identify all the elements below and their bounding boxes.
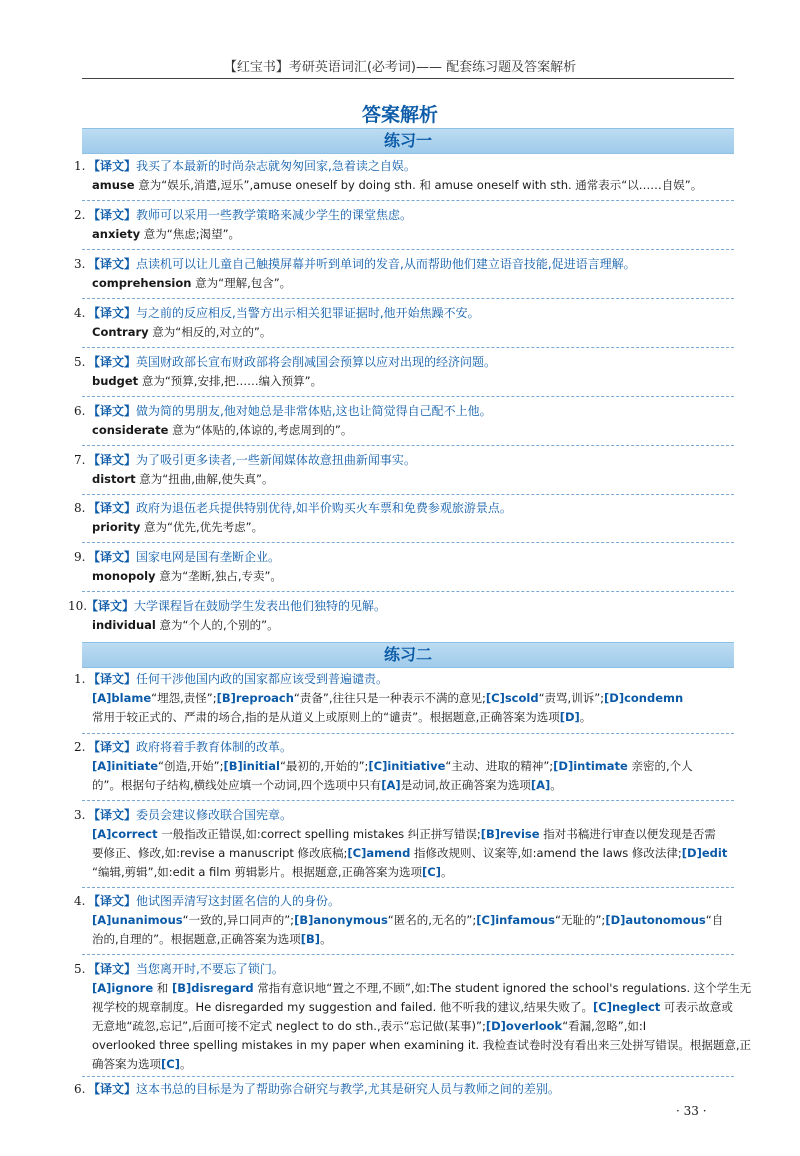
keyword: amuse xyxy=(92,178,135,192)
explanation-text: 是动词,故正确答案为选项 xyxy=(400,778,531,792)
option-letter: [D] xyxy=(681,846,702,860)
option-explanation: 一般指改正错误,如:correct spelling mistakes 纠正拼写错误; xyxy=(157,827,481,841)
answer-letter: [C] xyxy=(422,865,441,879)
option-word: ignore xyxy=(111,981,154,995)
keyword-definition: 意为“体贴的,体谅的,考虑周到的”。 xyxy=(168,423,353,437)
page-title: 答案解析 xyxy=(361,104,438,126)
option-word: overlook xyxy=(505,1019,563,1033)
keyword-definition: 意为“焦虑;渴望”。 xyxy=(140,227,241,241)
option-letter: [B] xyxy=(216,691,236,705)
translation-tag: 【译文】 xyxy=(88,894,137,908)
answer-item: 6. 【译文】做为简的男朋友,他对她总是非常体贴,这也让简觉得自己配不上他。 considerate 意为“体贴的,体谅的,考虑周到的”。 xyxy=(74,404,492,437)
option-explanation: 要修正、修改,如:revise a manuscript 修改底稿; xyxy=(92,846,348,860)
translation-text: 这本书总的目标是为了帮助弥合研究与教学,尤其是研究人员与教师之间的差别。 xyxy=(136,1082,560,1096)
option-word: intimate xyxy=(573,759,628,773)
option-letter: [B] xyxy=(171,981,192,995)
answer-item: 4. 【译文】他试图弄清写这封匿名信的人的身份。 [A]unanimous“一致的,异口同声的”;[B]anonymous“匿名的,无名的”;[C]infamous“无耻的”;[D]autonomous“自 治的,自理的”。根据题意,正确答案为选项[B]。 xyxy=(74,894,724,946)
translation-tag: 【译文】 xyxy=(88,208,137,222)
item-separator xyxy=(82,591,734,592)
option-word: condemn xyxy=(624,691,684,705)
option-letter: [C] xyxy=(368,759,388,773)
keyword-definition: 意为“理解,包含”。 xyxy=(191,276,292,290)
option-letter: [D] xyxy=(553,759,574,773)
explanation-text: overlooked three spelling mistakes in my paper when examining it. 我检查试卷时没有看出来三处拼写错误。根据题意,正 xyxy=(92,1038,752,1052)
page-number: · 33 · xyxy=(676,1104,707,1118)
option-word: blame xyxy=(111,691,152,705)
translation-text: 委员会建议修改联合国宪章。 xyxy=(136,808,293,822)
translation-text: 国家电网是国有垄断企业。 xyxy=(136,550,281,564)
option-explanation: 指对书稿进行审查以便发现是否需 xyxy=(539,827,716,841)
translation-tag: 【译文】 xyxy=(88,159,137,173)
translation-tag: 【译文】 xyxy=(88,962,137,976)
answer-item: 4. 【译文】与之前的反应相反,当警方出示相关犯罪证据时,他开始焦躁不安。 Contrary 意为“相反的,对立的”。 xyxy=(74,306,480,339)
translation-tag: 【译文】 xyxy=(88,355,137,369)
option-explanation: “主动、进取的精神”; xyxy=(445,759,554,773)
option-word: autonomous xyxy=(625,913,706,927)
item-separator xyxy=(82,542,734,543)
option-letter: [B] xyxy=(480,827,500,841)
answer-item: 5. 【译文】英国财政部长宣布财政部将会削减国会预算以应对出现的经济问题。 budget 意为“预算,安排,把……编入预算”。 xyxy=(74,355,497,388)
option-explanation: “自 xyxy=(705,913,724,927)
option-word: disregard xyxy=(191,981,254,995)
translation-text: 做为简的男朋友,他对她总是非常体贴,这也让简觉得自己配不上他。 xyxy=(136,404,492,418)
keyword-definition: 意为“娱乐,消遣,逗乐”,amuse oneself by doing sth. 和 amuse oneself with sth. 通常表示“以……自娱”。 xyxy=(134,178,703,192)
answer-item: 1. 【译文】我买了本最新的时尚杂志就匆匆回家,急着读之自娱。 amuse 意为“娱乐,消遣,逗乐”,amuse oneself by doing sth. 和 amuse oneself with sth. 通常表示“以……自娱”。 xyxy=(74,159,703,192)
option-letter: [A] xyxy=(92,981,112,995)
answer-item: 2. 【译文】政府将着手教育体制的改革。 [A]initiate“创造,开始”;[B]initial“最初的,开始的”;[C]initiative“主动、进取的精神”;[D]intimate 亲密的,个人 的”。根据句子结构,横线处应填一个动词,四个选项中只有[A]是动词,故正确答案为选项[A]。 xyxy=(74,740,693,792)
explanation-text: 常用于较正式的、严肃的场合,指的是从道义上或原则上的“谴责”。根据题意,正确答案为选项 xyxy=(92,710,560,724)
translation-text: 政府为退伍老兵提供特别优待,如半价购买火车票和免费参观旅游景点。 xyxy=(136,501,512,515)
option-word: amend xyxy=(366,846,411,860)
answer-item: 10.【译文】大学课程旨在鼓励学生发表出他们独特的见解。 individual 意为“个人的,个别的”。 xyxy=(68,599,387,632)
answer-item: 9. 【译文】国家电网是国有垄断企业。 monopoly 意为“垄断,独占,专卖”。 xyxy=(74,550,282,583)
answer-item: 8. 【译文】政府为退伍老兵提供特别优待,如半价购买火车票和免费参观旅游景点。 priority 意为“优先,优先考虑”。 xyxy=(74,501,512,534)
option-letter: [D] xyxy=(485,1019,506,1033)
translation-text: 我买了本最新的时尚杂志就匆匆回家,急着读之自娱。 xyxy=(136,159,416,173)
option-explanation: “创造,开始”; xyxy=(158,759,224,773)
item-separator xyxy=(82,396,734,397)
section-bar-1: 练习一 xyxy=(82,128,734,154)
option-word: scold xyxy=(504,691,539,705)
punctuation: 。 xyxy=(550,778,562,792)
option-letter: [C] xyxy=(347,846,367,860)
keyword: considerate xyxy=(92,423,169,437)
translation-tag: 【译文】 xyxy=(88,672,137,686)
option-letter: [C] xyxy=(593,1000,612,1014)
answer-item: 7. 【译文】为了吸引更多读者,一些新闻媒体故意扭曲新闻事实。 distort 意为“扭曲,曲解,使失真”。 xyxy=(74,453,416,486)
translation-text: 任何干涉他国内政的国家都应该受到普遍谴责。 xyxy=(136,672,389,686)
translation-tag: 【译文】 xyxy=(86,599,135,613)
option-explanation: “无耻的”; xyxy=(555,913,606,927)
option-explanation: “看漏,忽略”,如:I xyxy=(562,1019,647,1033)
translation-text: 点读机可以让儿童自己触摸屏幕并听到单词的发音,从而帮助他们建立语音技能,促进语言理解。 xyxy=(136,257,636,271)
punctuation: 。 xyxy=(320,932,332,946)
translation-tag: 【译文】 xyxy=(88,1082,137,1096)
translation-text: 大学课程旨在鼓励学生发表出他们独特的见解。 xyxy=(134,599,387,613)
answer-letter: [B] xyxy=(300,932,321,946)
running-header: 【红宝书】考研英语词汇(必考词)—— 配套练习题及答案解析 xyxy=(223,60,577,75)
option-explanation: 亲密的,个人 xyxy=(627,759,693,773)
keyword-definition: 意为“相反的,对立的”。 xyxy=(148,325,272,339)
translation-tag: 【译文】 xyxy=(88,404,137,418)
punctuation: 。 xyxy=(440,865,453,879)
translation-tag: 【译文】 xyxy=(88,808,137,822)
keyword: comprehension xyxy=(92,276,192,290)
option-letter: [A] xyxy=(92,691,112,705)
option-letter: [B] xyxy=(294,913,314,927)
option-letter: [A] xyxy=(381,778,401,792)
item-separator xyxy=(82,800,734,801)
item-separator xyxy=(82,954,734,955)
answer-letter: [D] xyxy=(559,710,580,724)
answer-item: 5. 【译文】当您离开时,不要忘了锁门。 [A]ignore 和 [B]disregard 常指有意识地“置之不理,不顾”,如:The student ignored the school's regulations. 这个学生无 视学校的规章制度。He disregarded my suggestion and failed. 他不听我的建议,结果失败了。[C]neglect 可表示故意或 无意地“疏忽,忘记”,后面可接不定式 neglect to do sth.,表示“忘记做(某事)”;[D]overlook“看漏,忽略”,如:I overlooked three spelling mistakes in my paper when examining it. 我检查试卷时没有看出来三处拼写错误。根据题意,正 确答案为选项[C]。 xyxy=(74,962,752,1071)
item-separator xyxy=(82,200,734,201)
keyword: budget xyxy=(92,374,139,388)
keyword-definition: 意为“扭曲,曲解,使失真”。 xyxy=(135,472,274,486)
translation-text: 政府将着手教育体制的改革。 xyxy=(136,740,293,754)
answer-item: 3. 【译文】点读机可以让儿童自己触摸屏幕并听到单词的发音,从而帮助他们建立语音技能,促进语言理解。 comprehension 意为“理解,包含”。 xyxy=(74,257,636,290)
section-bar-2: 练习二 xyxy=(82,642,734,668)
translation-tag: 【译文】 xyxy=(88,501,137,515)
translation-tag: 【译文】 xyxy=(88,550,137,564)
keyword-definition: 意为“垄断,独占,专卖”。 xyxy=(155,569,282,583)
option-word: reproach xyxy=(235,691,294,705)
translation-tag: 【译文】 xyxy=(88,740,137,754)
item-separator xyxy=(82,249,734,250)
answer-item: 2. 【译文】教师可以采用一些教学策略来减少学生的课堂焦虑。 anxiety 意为“焦虑;渴望”。 xyxy=(74,208,413,241)
option-word: edit xyxy=(701,846,728,860)
option-letter: [A] xyxy=(92,759,112,773)
keyword: monopoly xyxy=(92,569,156,583)
explanation-text: 确答案为选项 xyxy=(92,1057,161,1071)
explanation-text: 的”。根据句子结构,横线处应填一个动词,四个选项中只有 xyxy=(92,778,382,792)
option-letter: [C] xyxy=(485,691,505,705)
keyword-definition: 意为“优先,优先考虑”。 xyxy=(140,520,264,534)
answer-item: 3. 【译文】委员会建议修改联合国宪章。 [A]correct 一般指改正错误,如:correct spelling mistakes 纠正拼写错误;[B]revise 指对书稿进行审查以便发现是否需 要修正、修改,如:revise a manuscript 修改底稿;[C]amend 指修改规则、议案等,如:amend the laws 修改法律;[D]edit “编辑,剪辑”,如:edit a film 剪辑影片。根据题意,正确答案为选项[C]。 xyxy=(74,808,728,879)
translation-tag: 【译文】 xyxy=(88,306,137,320)
translation-tag: 【译文】 xyxy=(88,257,137,271)
translation-text: 他试图弄清写这封匿名信的人的身份。 xyxy=(136,894,341,908)
option-letter: [A] xyxy=(92,827,112,841)
item-separator xyxy=(82,494,734,495)
answer-letter: [C] xyxy=(161,1057,180,1071)
item-separator xyxy=(82,887,734,888)
keyword-definition: 意为“预算,安排,把……编入预算”。 xyxy=(138,374,323,388)
option-word: initiate xyxy=(111,759,158,773)
item-separator xyxy=(82,445,734,446)
item-separator xyxy=(82,733,734,734)
option-word: initiative xyxy=(387,759,446,773)
option-letter: [C] xyxy=(476,913,496,927)
translation-text: 英国财政部长宣布财政部将会削减国会预算以应对出现的经济问题。 xyxy=(136,355,497,369)
option-word: unanimous xyxy=(111,913,183,927)
keyword: priority xyxy=(92,520,141,534)
option-explanation: 常指有意识地“置之不理,不顾”,如:The student ignored the school's regulations. 这个学生无 xyxy=(253,981,752,995)
option-explanation: “责骂,训诉”; xyxy=(538,691,605,705)
item-separator xyxy=(82,298,734,299)
item-separator xyxy=(82,1076,734,1077)
translation-text: 与之前的反应相反,当警方出示相关犯罪证据时,他开始焦躁不安。 xyxy=(136,306,480,320)
option-explanation: “最初的,开始的”; xyxy=(279,759,369,773)
option-explanation: “一致的,异口同声的”; xyxy=(182,913,295,927)
option-letter: [B] xyxy=(223,759,243,773)
answer-letter: [A] xyxy=(530,778,551,792)
option-word: infamous xyxy=(495,913,556,927)
option-explanation: “埋怨,责怪”; xyxy=(151,691,217,705)
keyword-definition: 意为“个人的,个别的”。 xyxy=(155,618,279,632)
header-rule xyxy=(82,78,734,79)
answer-item: 1. 【译文】任何干涉他国内政的国家都应该受到普遍谴责。 [A]blame“埋怨,责怪”;[B]reproach“责备”,往往只是一种表示不满的意见;[C]scold“责骂,训诉”;[D]condemn 常用于较正式的、严肃的场合,指的是从道义上或原则上的“谴责”。根据题意,正确答案为选项[D]。 xyxy=(74,672,684,724)
option-explanation: 可表示故意或 xyxy=(660,1000,733,1014)
option-letter: [A] xyxy=(92,913,112,927)
option-explanation: “匿名的,无名的”; xyxy=(387,913,477,927)
keyword: distort xyxy=(92,472,136,486)
option-word: anonymous xyxy=(313,913,388,927)
option-explanation: 指修改规则、议案等,如:amend the laws 修改法律; xyxy=(410,846,682,860)
option-word: initial xyxy=(242,759,280,773)
option-explanation: “责备”,往往只是一种表示不满的意见; xyxy=(293,691,486,705)
translation-tag: 【译文】 xyxy=(88,453,137,467)
option-word: revise xyxy=(499,827,540,841)
keyword: anxiety xyxy=(92,227,141,241)
keyword: Contrary xyxy=(92,325,149,339)
translation-text: 为了吸引更多读者,一些新闻媒体故意扭曲新闻事实。 xyxy=(136,453,416,467)
keyword: individual xyxy=(92,618,156,632)
translation-text: 教师可以采用一些教学策略来减少学生的课堂焦虑。 xyxy=(136,208,413,222)
option-explanation: 和 xyxy=(153,981,172,995)
explanation-text: “编辑,剪辑”,如:edit a film 剪辑影片。根据题意,正确答案为选项 xyxy=(92,865,422,879)
explanation-text: 治的,自理的”。根据题意,正确答案为选项 xyxy=(92,932,301,946)
explanation-text: 无意地“疏忽,忘记”,后面可接不定式 neglect to do sth.,表示“忘记做(某事)”; xyxy=(92,1019,486,1033)
punctuation: 。 xyxy=(179,1057,192,1071)
option-word: correct xyxy=(111,827,158,841)
option-word: neglect xyxy=(611,1000,661,1014)
option-letter: [D] xyxy=(605,913,626,927)
item-separator xyxy=(82,347,734,348)
option-letter: [D] xyxy=(604,691,625,705)
explanation-text: 视学校的规章制度。He disregarded my suggestion and failed. 他不听我的建议,结果失败了。 xyxy=(92,1000,594,1014)
punctuation: 。 xyxy=(579,710,592,724)
answer-item: 6. 【译文】这本书总的目标是为了帮助弥合研究与教学,尤其是研究人员与教师之间的差别。 xyxy=(74,1082,560,1096)
translation-text: 当您离开时,不要忘了锁门。 xyxy=(136,962,284,976)
